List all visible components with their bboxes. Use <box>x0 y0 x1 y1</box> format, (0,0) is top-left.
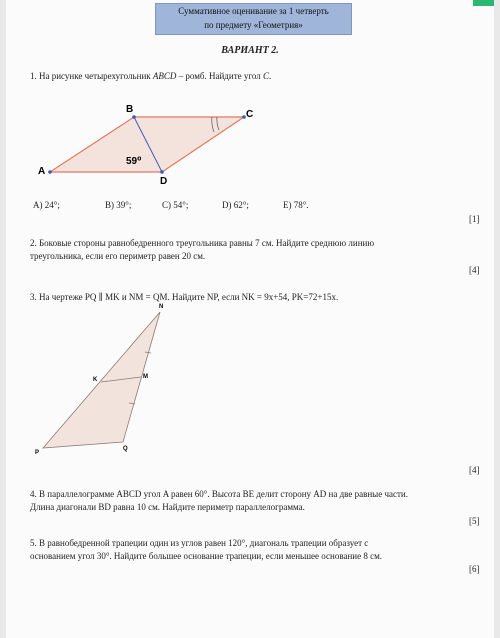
q4-line-2: Длина диагонали BD равна 10 см. Найдите периметр параллелограмма. <box>30 502 305 512</box>
q2-mark: [4] <box>469 265 480 275</box>
q1-answer-a: A) 24°; <box>33 200 60 210</box>
q1-text-before: 1. На рисунке четырехугольник <box>30 71 153 81</box>
q1-mark: [1] <box>469 214 480 224</box>
q1-answer-e: E) 78°. <box>283 200 309 210</box>
q1-target: C <box>262 71 269 81</box>
q5-line-1: 5. В равнобедренной трапеции один из углов равен 120°, диагональ трапеции образует с <box>30 538 369 548</box>
q5-line-2: основанием угол 30°. Найдите большее основание трапеции, если меньшее основание 8 см. <box>30 551 383 561</box>
header-line-2: по предмету «Геометрия» <box>204 20 303 30</box>
angle-label: 59⁰ <box>126 156 142 167</box>
label-c: C <box>246 109 254 120</box>
variant-title: ВАРИАНТ 2. <box>221 45 279 56</box>
q4-mark: [5] <box>469 516 480 526</box>
label-p: P <box>35 450 40 456</box>
question-3-text: 3. На чертеже PQ ∥ MK и NM = QM. Найдите NP, если NK = 9x+54, PK=72+15x. <box>30 292 339 302</box>
label-a: A <box>38 166 46 177</box>
label-d: D <box>160 176 168 187</box>
label-k: K <box>93 377 98 383</box>
q1-end: . <box>268 71 272 81</box>
q4-line-1: 4. В параллелограмме ABCD угол A равен 60°. Высота BE делит сторону AD на две равные части. <box>30 489 408 499</box>
question-4-text <box>30 488 480 514</box>
q1-answer-b: B) 39°; <box>105 200 132 210</box>
q1-text-after: – ромб. Найдите угол <box>176 71 263 81</box>
label-n: N <box>159 304 164 310</box>
label-m: M <box>143 374 148 380</box>
label-b: B <box>126 104 134 115</box>
q1-figure-name: ABCD <box>152 71 177 81</box>
q2-line-1: 2. Боковые стороны равнобедренного треугольника равны 7 см. Найдите среднюю линию <box>30 238 375 248</box>
q2-line-2: треугольника, если его периметр равен 20 см. <box>30 251 206 261</box>
q1-answer-d: D) 62°; <box>222 200 249 210</box>
q3-mark: [4] <box>469 465 480 475</box>
label-q: Q <box>123 446 128 452</box>
q5-mark: [6] <box>469 564 480 574</box>
q1-answer-c: C) 54°; <box>162 200 189 210</box>
triangle-shape <box>43 312 160 448</box>
header-line-1: Суммативное оценивание за 1 четверть <box>178 6 329 16</box>
question-5-text <box>30 537 480 563</box>
